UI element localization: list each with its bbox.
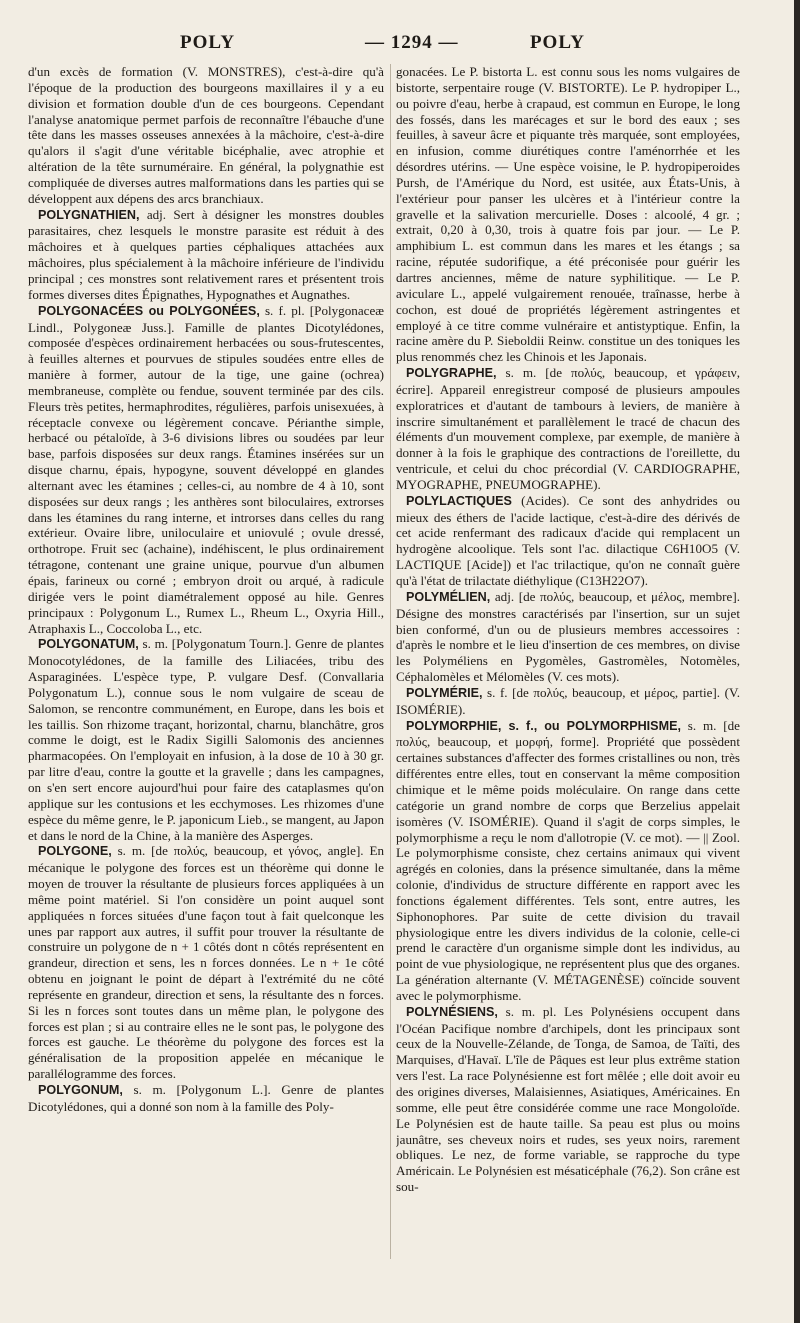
entry-body: s. f. [de πολύς, beaucoup, et μέρος, partie]. (V. ISOMÉRIE). <box>396 684 740 717</box>
entry-headword: POLYGONE, <box>38 844 112 859</box>
page-number: — 1294 — <box>365 32 459 53</box>
entry-headword: POLYMÉLIEN, <box>406 589 491 604</box>
running-head-right: POLY <box>529 32 585 53</box>
entry-body: s. m. pl. Les Polynésiens occupent dans l'Océan Pacifique nombre d'archipels, dont les principaux sont ceux de la Nouvelle-Zélande, de Tonga, de Samoa, de Taïti, des Marquises, d'Havaï. L'île de Pâques est leur plus extrême station vers l'est. La race Polynésienne est fort mêlée ; elle doit avoir eu des origines diverses, Malaisiennes, Asiatiques, Américaines. En somme, elle peut être considérée comme une race Mongoloïde. Le Polynésien est de haute taille. Sa peau est plus ou moins jaunâtre, ses cheveux noirs et rudes, ses yeux noirs, rarement obliques. Le nez, de forme variable, se rapproche du type Américain. Le Polynésien est mésaticéphale (76,2). Son crâne est sou- <box>396 1003 740 1195</box>
entry-headword: POLYGONATUM, <box>38 637 139 652</box>
entry-body: s. m. [de πολύς, beaucoup, et γράφειν, écrire]. Appareil enregistreur composé de plusieurs ampoules exploratrices et d'autant de tambours à leviers, de manière à inscrire simultanément et parallèlement le tracé de chacun des éléments d'un mouvement complexe, par exemple, de manière à donner à la fois le graphique des contractions de l'oreillette, du ventricule, et celui du choc précordial (V. CARDIOGRAPHE, MYOGRAPHE, PNEUMOGRAPHE). <box>396 365 740 492</box>
column-divider <box>390 64 391 1259</box>
dictionary-entry <box>396 365 740 493</box>
entry-headword: POLYGONACÉES ou POLYGONÉES, <box>38 303 260 318</box>
left-column <box>28 64 384 1264</box>
entry-headword: POLYNÉSIENS, <box>406 1004 498 1019</box>
entry-body: s. m. [de πολύς, beaucoup, et γόνος, angle]. En mécanique le polygone des forces est un théorème qui donne le moyen de trouver la résultante de plusieurs forces appliquées à un même point matériel. Si l'on considère un point auquel sont appliquées n forces situées d'une façon tout à fait quelconque les unes par rapport aux autres, il suffit pour trouver la résultante de construire un polygone de n + 1 côtés dont n côtés représentent en grandeur, direction et sens, les n forces données. Le n + 1e côté obtenu en joignant le point de départ à l'extrémité du ne côté représente en grandeur, direction et sens, la résultante des n forces. Si les n forces sont toutes dans un même plan, le polygone des forces est plan ; si au contraire elles ne le sont pas, le polygone des forces est gauche. Le théorème du polygone des forces est la généralisation de la proposition appelée en mécanique le parallélogramme des forces. <box>28 843 384 1082</box>
dictionary-entry <box>396 589 740 685</box>
entry-body: (Acides). Ce sont des anhydrides ou mieux des éthers de l'acide lactique, c'est-à-dire des dérivés de cet acide renfermant des radicaux d'acide qui remplacent un hydrogène alcoolique. Tels sont l'ac. dilactique C6H10O5 (V. LACTIQUE [Acide]) et l'ac trilactique, qu'on ne connaît guère qu'à l'état de trilactate diéthylique (C13H22O7). <box>396 492 740 588</box>
entry-headword: POLYMÉRIE, <box>406 685 483 700</box>
running-head-left: POLY <box>180 32 236 53</box>
entry-headword: POLYGRAPHE, <box>406 366 497 381</box>
entry-headword: POLYLACTIQUES <box>406 493 512 508</box>
page-header <box>30 32 770 58</box>
dictionary-entry <box>28 303 384 637</box>
entry-body: s. m. [Polygonatum Tourn.]. Genre de plantes Monocotylédones, de la famille des Liliacées, tribu des Asparaginées. L'espèce type, P. vulgare Desf. (Convallaria Polygonatum L.), connue sous le nom vulgaire de sceau de Salomon, se rencontre communément, en Europe, dans les bois et les taillis. Son rhizome traçant, horizontal, charnu, blanchâtre, gros comme le doigt, est le Radix Sigilli Salomonis des anciennes pharmacopées. On l'employait en infusion, à la dose de 10 à 30 gr. par litre d'eau, contre la goutte et la gravelle ; dans les campagnes, on s'en sert encore aujourd'hui pour faire des cataplasmes qu'on applique sur les contusions et les ecchymoses. Les rhizomes d'une espèce du même genre, le P. japonicum Lieb., se mangent, au Japon et dans le nord de la Chine, à la manière des Asperges. <box>28 636 384 843</box>
entry-body: s. f. pl. [Polygonaceæ Lindl., Polygoneæ Juss.]. Famille de plantes Dicotylédones, composée d'espèces ordinairement herbacées ou sous-frutescentes, à feuilles alternes et pourvues de stipules soudées entre elles de manière à former, autour de la tige, une gaine (ochrea) membraneuse, complète ou fendue, souvent terminée par des cils. Fleurs très petites, hermaphrodites, régulières, parfois unisexuées, à réceptacle convexe ou légèrement concave. Périanthe simple, herbacé ou pétaloïde, à 3-6 divisions libres ou soudées par leur base, parfois disposées sur deux rangs. Étamines insérées sur un disque charnu, épais, hypogyne, souvent développé en glandes alternant avec les étamines ; celles-ci, au nombre de 4 à 10, sont disposées sur deux rangs ; les anthères sont biloculaires, extrorses dans les étamines du rang interne, et introrses dans celles du rang extérieur. Ovaire libre, uniloculaire et uniovulé ; ovule dressé, orthotrope. Fruit sec (achaine), indéhiscent, le plus ordinairement tétragone, contenant une graine unique, pourvue d'un albumen épais, farineux ou corné ; embryon droit ou arqué, à radicule dirigée vers le point diamétralement opposé au hile. Genres principaux : Polygonum L., Rumex L., Rheum L., Oxyria Hill., Atraphaxis L., Coccoloba L., etc. <box>28 302 384 636</box>
entry-body: s. m. [de πολύς, beaucoup, et μορφή, forme]. Propriété que possèdent certaines substances d'affecter des formes cristallines ou non, très différentes entre elles, tout en conservant la même composition chimique et le même poids moléculaire. On range dans cette catégorie un grand nombre de corps que Berzelius appelait isomères (V. ISOMÉRIE). Quand il s'agit de corps simples, le polymorphisme a reçu le nom d'allotropie (V. ce mot). — || Zool. Le polymorphisme consiste, chez certains animaux qui vivent agrégés en colonies, dans la présence simultanée, dans la même colonie, d'individus de structure différente en rapport avec les fonctions également différentes. Tels sont, entre autres, les Siphonophores. Par suite de cette division du travail physiologique entre les divers individus de la colonie, celle-ci prend le caractère d'un organisme simple dont les individus, au point de vue physiologique, ne représentent plus que des organes. La génération alternante (V. MÉTAGENÈSE) coïncide souvent avec le polymorphisme. <box>396 717 740 1003</box>
dictionary-entry <box>28 207 384 303</box>
dictionary-entry <box>396 685 740 718</box>
dictionary-entry <box>396 718 740 1004</box>
entry-body: s. m. [Polygonum L.]. Genre de plantes Dicotylédones, qui a donné son nom à la famille des Poly- <box>28 1082 384 1114</box>
entry-headword: POLYGNATHIEN, <box>38 207 140 222</box>
dictionary-entry: d'un excès de formation (V. MONSTRES), c'est-à-dire qu'à l'époque de la production des bourgeons maxillaires il y a eu division et formation double d'un de ces bourgeons. Cependant l'analyse anatomique permet parfois de reconnaître l'ébauche d'une tête dans les masses osseuses annexées à la mâchoire, c'est-à-dire qu'alors il s'agit d'une véritable bicéphalie, avec atrophie et altération de la tête surnuméraire. En général, la polygnathie est compliquée de diverses autres malformations dans les parties qui se développent aux dépens des arcs branchiaux. <box>28 64 384 206</box>
dictionary-entry <box>396 493 740 589</box>
entry-headword: POLYMORPHIE, s. f., ou POLYMORPHISME, <box>406 718 681 733</box>
dictionary-entry <box>396 1004 740 1195</box>
right-column <box>396 64 740 1274</box>
dictionary-entry <box>28 843 384 1082</box>
binding-edge <box>794 0 800 1323</box>
dictionary-entry <box>28 636 384 843</box>
dictionary-entry: gonacées. Le P. bistorta L. est connu sous les noms vulgaires de bistorte, serpentaire rouge (V. BISTORTE). Le P. hydropiper L., ou poivre d'eau, herbe à crapaud, est commun en Europe, le long des fossés, dans les marécages et sur le bord des eaux ; ses feuilles, à saveur âcre et piquante très marquée, sont employées, en infusion, comme diurétiques contre l'aménorrhée et les désordres utérins. — Une espèce voisine, le P. hydropiperoides Pursh, de l'Amérique du Nord, est usitée, aux États-Unis, à l'extérieur pour panser les ulcères et à l'intérieur contre la gravelle et la salivation mercurielle. Doses : alcoolé, 4 gr. ; extrait, 0,20 à 0,30, trois à quatre fois par jour. — Le P. amphibium L. est commun dans les mares et les étangs ; sa racine, réputée sudorifique, a été préconisée pour guérir les dartres anciennes, même de nature syphilitique. — Le P. aviculare L., appelé vulgairement renouée, traînasse, herbe à cochon, est doué de propriétés légèrement astringentes et employé à ce titre comme vulnéraire et antistyptique. Enfin, la racine amère du P. Sieboldii Reinw. constitue un des toniques les plus renommés chez les Chinois et les Japonais. <box>396 64 740 365</box>
entry-body: adj. Sert à désigner les monstres doubles parasitaires, chez lesquels le monstre parasite est réduit à des mâchoires et à quelques parties céphaliques attachées aux mâchoires, plus spécialement à la mâchoire inférieure de l'individu principal ; ces monstres sont relativement rares et présentent trois formes diverses dites Épignathes, Hypognathes et Augnathes. <box>28 206 384 302</box>
entry-headword: POLYGONUM, <box>38 1083 123 1097</box>
dictionary-entry <box>28 1082 384 1115</box>
entry-body: adj. [de πολύς, beaucoup, et μέλος, membre]. Désigne des monstres caractérisés par l'insertion, sur un sujet bien conformé, d'un ou de plusieurs membres accessoires : d'après le nombre et le lieu d'insertion de ces membres, on divise les Polyméliens en Pygomèles, Gastromèles, Notomèles, Céphalomèles et Mélomèles (V. ces mots). <box>396 588 740 685</box>
